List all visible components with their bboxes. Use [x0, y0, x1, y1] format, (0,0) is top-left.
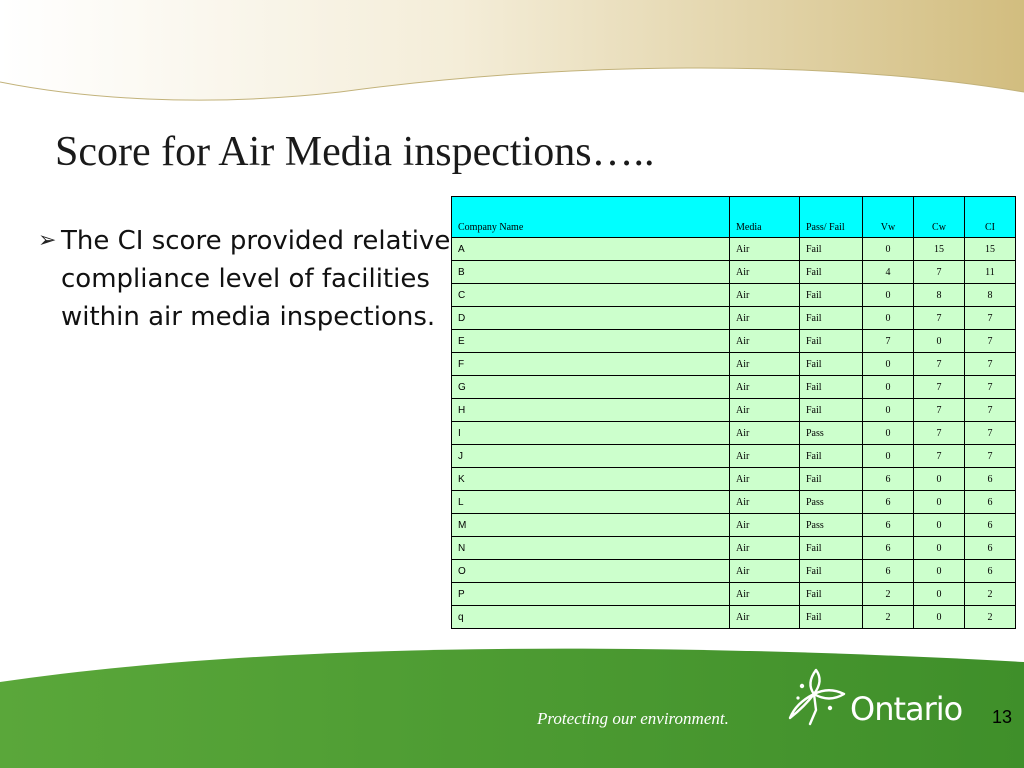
cell-ci: 6 [965, 468, 1016, 491]
cell-company: q [452, 606, 730, 629]
cell-vw: 2 [863, 606, 914, 629]
top-swoosh-decoration [0, 0, 1024, 120]
cell-company: M [452, 514, 730, 537]
cell-media: Air [730, 261, 800, 284]
cell-pass-fail: Fail [800, 583, 863, 606]
cell-media: Air [730, 491, 800, 514]
cell-cw: 7 [914, 261, 965, 284]
cell-company: G [452, 376, 730, 399]
cell-media: Air [730, 399, 800, 422]
cell-company: D [452, 307, 730, 330]
cell-company: L [452, 491, 730, 514]
table-row [452, 238, 1016, 261]
table-row [452, 330, 1016, 353]
cell-cw: 7 [914, 399, 965, 422]
cell-vw: 0 [863, 307, 914, 330]
cell-vw: 0 [863, 353, 914, 376]
cell-media: Air [730, 537, 800, 560]
header-pass-fail: Pass/ Fail [800, 197, 863, 238]
cell-vw: 7 [863, 330, 914, 353]
cell-media: Air [730, 583, 800, 606]
cell-media: Air [730, 238, 800, 261]
table-row [452, 537, 1016, 560]
cell-cw: 0 [914, 468, 965, 491]
cell-ci: 7 [965, 376, 1016, 399]
cell-vw: 0 [863, 422, 914, 445]
cell-ci: 7 [965, 307, 1016, 330]
table-row [452, 583, 1016, 606]
cell-ci: 7 [965, 445, 1016, 468]
cell-vw: 0 [863, 376, 914, 399]
cell-company: I [452, 422, 730, 445]
cell-media: Air [730, 307, 800, 330]
cell-vw: 0 [863, 284, 914, 307]
cell-ci: 6 [965, 537, 1016, 560]
cell-ci: 7 [965, 422, 1016, 445]
table-row [452, 376, 1016, 399]
cell-media: Air [730, 606, 800, 629]
ci-score-table [451, 196, 1016, 629]
cell-cw: 7 [914, 353, 965, 376]
header-media: Media [730, 197, 800, 238]
table-row [452, 422, 1016, 445]
table-row [452, 353, 1016, 376]
cell-pass-fail: Fail [800, 376, 863, 399]
cell-pass-fail: Fail [800, 445, 863, 468]
cell-ci: 6 [965, 560, 1016, 583]
cell-pass-fail: Fail [800, 284, 863, 307]
cell-pass-fail: Fail [800, 606, 863, 629]
cell-company: A [452, 238, 730, 261]
trillium-logo-icon [786, 664, 848, 728]
table-row [452, 606, 1016, 629]
header-company-name: Company Name [452, 197, 730, 238]
cell-pass-fail: Fail [800, 537, 863, 560]
header-ci: CI [965, 197, 1016, 238]
cell-company: H [452, 399, 730, 422]
cell-media: Air [730, 284, 800, 307]
table-row [452, 514, 1016, 537]
cell-cw: 0 [914, 330, 965, 353]
cell-cw: 0 [914, 537, 965, 560]
cell-pass-fail: Fail [800, 399, 863, 422]
cell-ci: 7 [965, 399, 1016, 422]
cell-cw: 0 [914, 583, 965, 606]
cell-media: Air [730, 560, 800, 583]
header-vw: Vw [863, 197, 914, 238]
table-row [452, 261, 1016, 284]
cell-pass-fail: Fail [800, 468, 863, 491]
cell-ci: 11 [965, 261, 1016, 284]
cell-company: O [452, 560, 730, 583]
cell-pass-fail: Fail [800, 238, 863, 261]
cell-ci: 7 [965, 330, 1016, 353]
cell-ci: 15 [965, 238, 1016, 261]
cell-company: K [452, 468, 730, 491]
cell-vw: 0 [863, 238, 914, 261]
cell-cw: 8 [914, 284, 965, 307]
cell-ci: 6 [965, 514, 1016, 537]
cell-cw: 0 [914, 606, 965, 629]
cell-pass-fail: Pass [800, 514, 863, 537]
cell-company: P [452, 583, 730, 606]
cell-company: F [452, 353, 730, 376]
cell-media: Air [730, 376, 800, 399]
bullet-text: The CI score provided relative compliance level of facilities within air media inspections. [61, 226, 451, 332]
footer-tagline: Protecting our environment. [537, 709, 729, 728]
table-header-row [452, 197, 1016, 238]
cell-vw: 0 [863, 399, 914, 422]
header-cw: Cw [914, 197, 965, 238]
cell-pass-fail: Fail [800, 261, 863, 284]
cell-cw: 7 [914, 422, 965, 445]
cell-cw: 7 [914, 445, 965, 468]
cell-ci: 7 [965, 353, 1016, 376]
cell-media: Air [730, 353, 800, 376]
page-number: 13 [992, 707, 1013, 727]
cell-media: Air [730, 468, 800, 491]
table-row [452, 491, 1016, 514]
table-row [452, 307, 1016, 330]
cell-cw: 7 [914, 376, 965, 399]
cell-vw: 0 [863, 445, 914, 468]
cell-vw: 4 [863, 261, 914, 284]
cell-ci: 8 [965, 284, 1016, 307]
table-body [452, 238, 1016, 629]
cell-cw: 0 [914, 560, 965, 583]
cell-ci: 6 [965, 491, 1016, 514]
cell-ci: 2 [965, 583, 1016, 606]
slide-title: Score for Air Media inspections….. [55, 129, 655, 175]
cell-media: Air [730, 330, 800, 353]
cell-pass-fail: Fail [800, 560, 863, 583]
cell-cw: 7 [914, 307, 965, 330]
cell-media: Air [730, 445, 800, 468]
arrow-bullet-icon: ➢ [38, 228, 57, 253]
table-row [452, 399, 1016, 422]
cell-ci: 2 [965, 606, 1016, 629]
cell-company: E [452, 330, 730, 353]
cell-vw: 6 [863, 537, 914, 560]
cell-cw: 0 [914, 491, 965, 514]
cell-pass-fail: Fail [800, 307, 863, 330]
table-row [452, 468, 1016, 491]
cell-cw: 15 [914, 238, 965, 261]
bullet-point [38, 222, 458, 336]
cell-vw: 6 [863, 468, 914, 491]
cell-media: Air [730, 514, 800, 537]
cell-company: C [452, 284, 730, 307]
table-row [452, 445, 1016, 468]
cell-pass-fail: Pass [800, 422, 863, 445]
cell-pass-fail: Fail [800, 330, 863, 353]
table-row [452, 560, 1016, 583]
cell-cw: 0 [914, 514, 965, 537]
cell-vw: 6 [863, 491, 914, 514]
ontario-logo-text: Ontario [850, 690, 963, 728]
cell-company: B [452, 261, 730, 284]
cell-vw: 2 [863, 583, 914, 606]
cell-media: Air [730, 422, 800, 445]
cell-company: J [452, 445, 730, 468]
cell-pass-fail: Fail [800, 353, 863, 376]
cell-company: N [452, 537, 730, 560]
cell-vw: 6 [863, 514, 914, 537]
cell-pass-fail: Pass [800, 491, 863, 514]
cell-vw: 6 [863, 560, 914, 583]
table-row [452, 284, 1016, 307]
